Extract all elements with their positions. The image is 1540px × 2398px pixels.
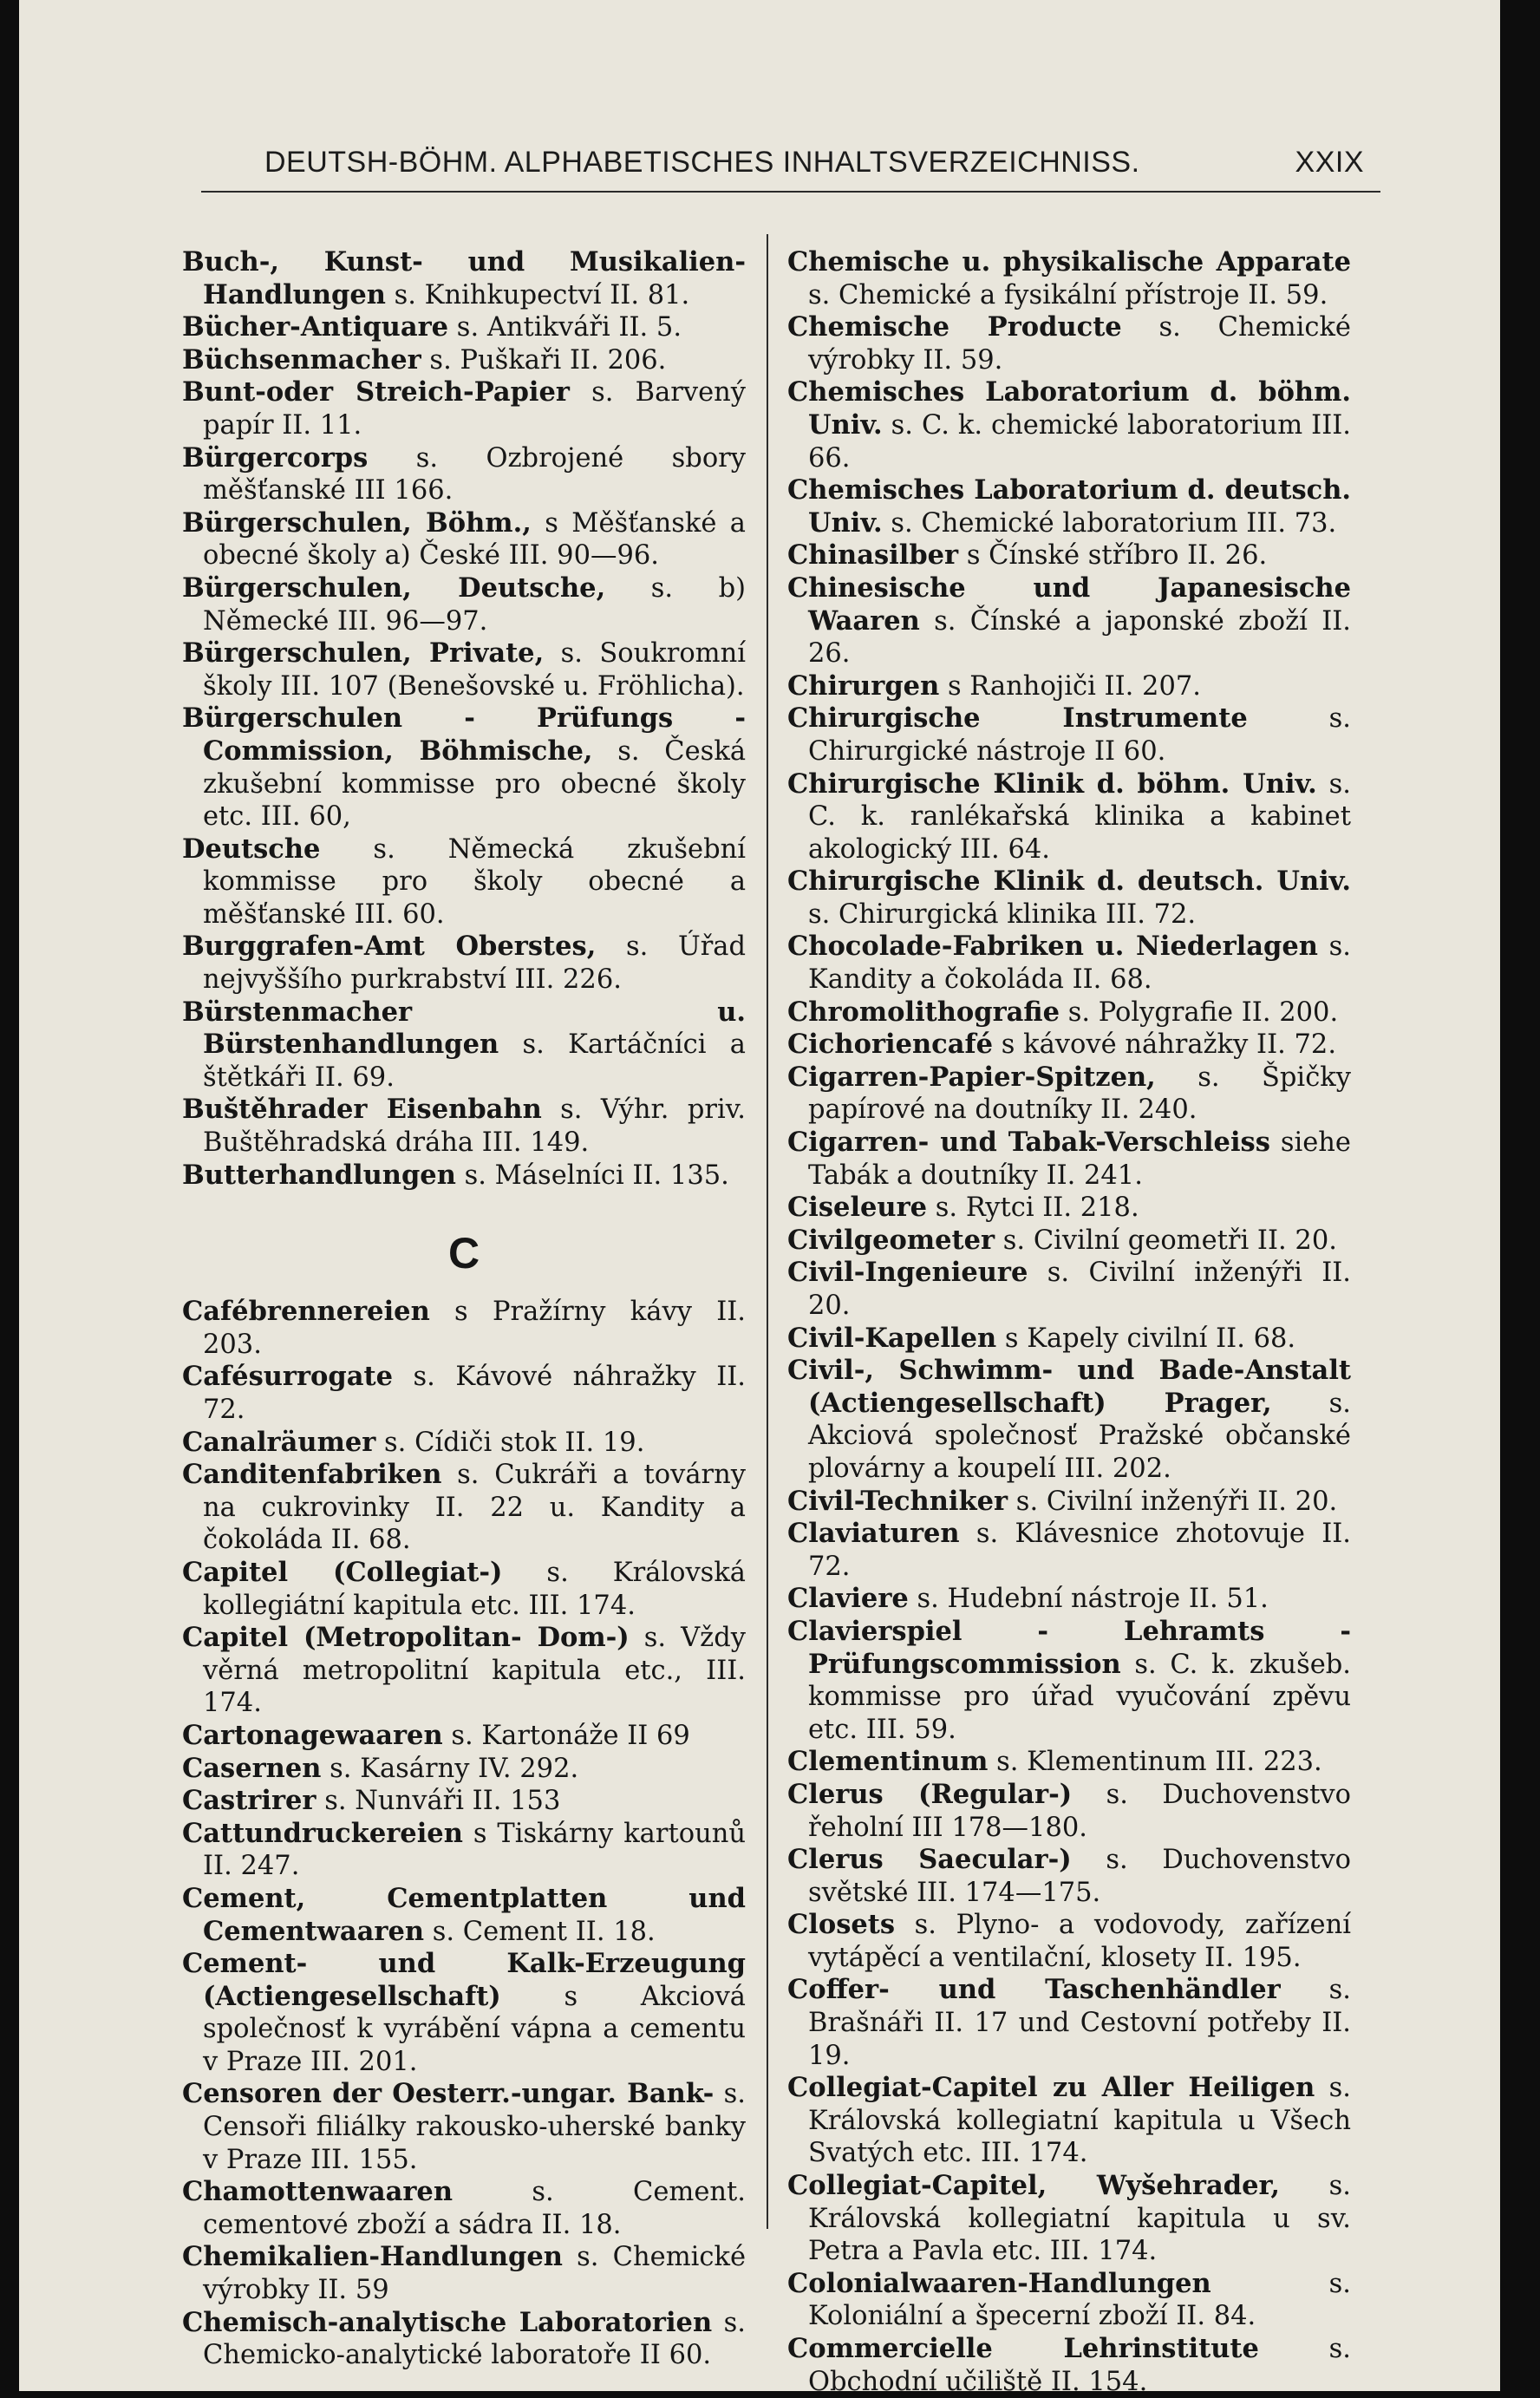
index-entry	[787, 1844, 1351, 1909]
entry-term: Chocolade-Fabriken u. Niederlagen	[787, 931, 1318, 963]
index-entry	[182, 1361, 746, 1426]
index-entry	[787, 1192, 1351, 1225]
entry-term: Chemische Producte	[787, 311, 1122, 343]
entry-reference: s. Cukráři a továrny na cukrovinky II. 22 u. Kandity a čokoláda II. 68.	[203, 1460, 746, 1556]
entry-term: Commercielle Lehrinstitute	[787, 2333, 1259, 2364]
entry-reference: s. Ozbrojené sbory měšťanské III 166.	[203, 442, 746, 506]
entry-term: Claviere	[787, 1583, 909, 1615]
entry-reference: s. Cement. cementové zboží a sádra II. 18.	[203, 2177, 746, 2240]
index-entry	[182, 1753, 746, 1786]
index-entry	[182, 311, 746, 344]
entry-term: Capitel (Collegiat-)	[182, 1556, 503, 1588]
entry-reference: s. Kandity a čokoláda II. 68.	[808, 931, 1351, 996]
entry-reference: s. C. k. ranlékařská klinika a kabinet akologický III. 64.	[808, 768, 1351, 865]
index-entry	[182, 246, 746, 311]
index-entry	[787, 702, 1351, 768]
entry-reference: s. Plyno- a vodovody, zařízení vytápěcí a ventilační, klosety II. 195.	[808, 1910, 1351, 1973]
index-entry	[787, 376, 1351, 474]
index-entry	[182, 1785, 746, 1818]
entry-reference: s. Chemické výrobky II. 59.	[808, 312, 1351, 376]
entry-reference: s kávové náhražky II. 72.	[993, 1029, 1337, 1061]
entry-reference: s. Puškaři II. 206.	[421, 344, 667, 376]
left-entries-c	[182, 1296, 746, 2372]
entry-term: Cafésurrogate	[182, 1361, 393, 1393]
entry-term: Civil-Ingenieure	[787, 1257, 1028, 1289]
entry-reference: s. Nunváři II. 153	[316, 1786, 561, 1817]
entry-reference: s. Čínské a japonské zboží II. 26.	[808, 605, 1351, 670]
entry-term: Casernen	[182, 1752, 322, 1784]
entry-reference: s. Civilní inženýři II. 20.	[1008, 1486, 1338, 1517]
index-entry	[182, 1094, 746, 1159]
index-entry	[787, 996, 1351, 1029]
entry-term: Clavierspiel - Lehramts - Prüfungscommission	[787, 1615, 1351, 1680]
index-entry	[787, 1127, 1351, 1192]
index-entry	[182, 2307, 746, 2372]
entry-term: Censoren der Oesterr.-ungar. Bank-	[182, 2078, 715, 2110]
entry-reference: s. Chemické výrobky II. 59	[203, 2242, 746, 2306]
entry-term: Bürgerschulen, Deutsche,	[182, 572, 606, 604]
entry-reference: s. Česká zkušební kommisse pro obecné školy etc. III. 60,	[203, 735, 746, 833]
entry-reference: s Pražírny kávy II. 203.	[203, 1297, 746, 1360]
index-entry	[787, 474, 1351, 539]
index-entry	[787, 1257, 1351, 1322]
index-entry	[182, 931, 746, 996]
entry-reference: s Tiskárny kartounů II. 247.	[203, 1818, 746, 1882]
entry-term: Cement- und Kalk-Erzeugung (Actiengesellschaft)	[182, 1948, 746, 2012]
entry-reference: s. b) Německé III. 96—97.	[203, 572, 746, 637]
entry-reference: s. Soukromní školy III. 107 (Benešovské u. Fröhlicha).	[203, 638, 746, 702]
index-entry	[182, 2241, 746, 2306]
index-entry	[182, 2176, 746, 2241]
index-entry	[787, 1355, 1351, 1485]
entry-reference: s. Brašnáři II. 17 und Cestovní potřeby II. 19.	[808, 1975, 1351, 2071]
entry-term: Chirurgische Klinik d. böhm. Univ.	[787, 768, 1317, 800]
left-entries	[182, 246, 746, 1192]
entry-term: Bürgerschulen, Böhm.,	[182, 506, 532, 539]
entry-term: Civil-, Schwimm- und Bade-Anstalt (Actiengesellschaft) Prager,	[787, 1355, 1351, 1419]
entry-reference: s. Úřad nejvyššího purkrabství III. 226.	[203, 931, 746, 996]
section-letter-c: C	[447, 1229, 480, 1278]
index-entry	[787, 1029, 1351, 1062]
entry-term: Cichoriencafé	[787, 1029, 994, 1061]
index-entry	[787, 866, 1351, 931]
index-entry	[787, 1779, 1351, 1844]
index-entry	[787, 1486, 1351, 1519]
index-entry	[787, 768, 1351, 866]
entry-reference: s. Antikváři II. 5.	[448, 312, 682, 343]
index-entry	[787, 670, 1351, 703]
index-entry	[182, 1296, 746, 1361]
index-entry	[182, 1818, 746, 1883]
page	[19, 0, 1500, 2397]
entry-reference: s. Královská kollegiatní kapitula u Všech Svatých etc. III. 174.	[808, 2073, 1351, 2169]
entry-term: Buštěhrader Eisenbahn	[182, 1094, 542, 1126]
index-entry	[182, 1720, 746, 1753]
entry-reference: s Akciová společnosť k vyrábění vápna a cementu v Praze III. 201.	[203, 1981, 746, 2077]
entry-reference: s. Klementinum III. 223.	[988, 1747, 1322, 1778]
entry-term: Chemikalien-Handlungen	[182, 2241, 563, 2273]
entry-term: Claviaturen	[787, 1518, 960, 1550]
index-entry	[787, 2268, 1351, 2333]
index-entry	[787, 1974, 1351, 2072]
entry-term: Chemisches Laboratorium d. böhm. Univ.	[787, 376, 1351, 441]
entry-term: Civil-Techniker	[787, 1485, 1008, 1517]
entry-term: Chemische u. physikalische Apparate	[787, 246, 1351, 278]
index-entry	[182, 572, 746, 637]
entry-term: Colonialwaaren-Handlungen	[787, 2267, 1211, 2299]
entry-term: Coffer- und Taschenhändler	[787, 1974, 1281, 2006]
entry-reference: s. Polygrafie II. 200.	[1060, 996, 1339, 1028]
entry-reference: s. Cídiči stok II. 19.	[375, 1427, 645, 1458]
index-entry	[787, 572, 1351, 670]
index-entry	[182, 1883, 746, 1948]
entry-term: Deutsche	[182, 833, 321, 865]
entry-reference: s. Duchovenstvo světské III. 174—175.	[808, 1845, 1351, 1908]
index-entry	[182, 1427, 746, 1460]
page-header	[264, 146, 1364, 180]
right-entries	[787, 246, 1351, 2398]
entry-term: Capitel (Metropolitan- Dom-)	[182, 1622, 630, 1654]
entry-term: Chirurgische Instrumente	[787, 702, 1248, 735]
entry-reference: s. Censoři filiálky rakousko-uherské banky v Praze III. 155.	[203, 2079, 746, 2175]
index-entry	[182, 507, 746, 572]
index-entry	[182, 376, 746, 441]
left-column	[182, 246, 746, 2372]
entry-term: Chemisches Laboratorium d. deutsch. Univ.	[787, 474, 1351, 539]
entry-term: Bunt-oder Streich-Papier	[182, 376, 570, 408]
page-number: XXIX	[1295, 146, 1364, 179]
entry-reference: s. Německá zkušební kommisse pro školy obecné a měšťanské III. 60.	[203, 833, 746, 930]
header-rule	[201, 191, 1380, 193]
entry-reference: s Ranhojiči II. 207.	[939, 670, 1201, 702]
index-entry	[787, 1225, 1351, 1258]
entry-reference: s. Obchodní učiliště II. 154.	[808, 2334, 1351, 2397]
entry-reference: s. Klávesnice zhotovuje II. 72.	[808, 1519, 1351, 1582]
entry-reference: s. Chemicko-analytické laboratoře II 60.	[203, 2307, 746, 2371]
entry-term: Chemisch-analytische Laboratorien	[182, 2306, 713, 2338]
entry-reference: s. Chemické a fysikální přístroje II. 59.	[808, 279, 1328, 310]
index-entry	[787, 2072, 1351, 2170]
entry-term: Cigarren- und Tabak-Verschleiss	[787, 1127, 1270, 1159]
column-divider	[767, 234, 768, 2229]
entry-reference: s Kapely civilní II. 68.	[996, 1323, 1296, 1354]
entry-term: Clementinum	[787, 1746, 989, 1778]
entry-term: Canalräumer	[182, 1426, 376, 1458]
right-column	[787, 246, 1351, 2398]
index-entry	[787, 311, 1351, 376]
entry-term: Civil-Kapellen	[787, 1322, 997, 1354]
entry-term: Canditenfabriken	[182, 1459, 442, 1491]
entry-reference: s. Akciová společnosť Pražské občanské plovárny a koupelí III. 202.	[808, 1388, 1352, 1484]
entry-reference: s. C. k. zkušeb. kommisse pro úřad vyučování zpěvu etc. III. 59.	[808, 1649, 1351, 1745]
entry-reference: siehe Tabák a doutníky II. 241.	[808, 1127, 1351, 1191]
index-entry	[787, 1323, 1351, 1356]
entry-term: Chinasilber	[787, 539, 959, 572]
index-entry	[787, 1583, 1351, 1616]
entry-reference: s. C. k. chemické laboratorium III. 66.	[808, 409, 1351, 474]
entry-term: Cigarren-Papier-Spitzen,	[787, 1061, 1156, 1093]
index-entry	[787, 2170, 1351, 2268]
entry-term: Chinesische und Japanesische Waaren	[787, 572, 1351, 637]
entry-reference: s. Civilní geometři II. 20.	[995, 1225, 1337, 1256]
index-entry	[787, 1518, 1351, 1583]
index-entry	[182, 344, 746, 377]
entry-reference: s. Výhr. priv. Buštěhradská dráha III. 149.	[203, 1094, 747, 1159]
entry-term: Ciseleure	[787, 1192, 928, 1224]
entry-reference: s. Chemické laboratorium III. 73.	[882, 507, 1337, 539]
entry-reference: s. Kartáčníci a štětkáři II. 69.	[203, 1029, 746, 1093]
entry-reference: s. Chirurgické nástroje II 60.	[808, 703, 1352, 767]
entry-reference: s. Duchovenstvo řeholní III 178—180.	[808, 1779, 1351, 1843]
entry-term: Bücher-Antiquare	[182, 311, 449, 343]
entry-term: Cattundruckereien	[182, 1817, 463, 1849]
entry-reference: s. Rytci II. 218.	[927, 1192, 1139, 1224]
entry-reference: s. Cement II. 18.	[424, 1916, 656, 1947]
index-entry	[787, 1909, 1351, 1974]
entry-term: Civilgeometer	[787, 1224, 995, 1256]
entry-term: Büchsenmacher	[182, 343, 421, 376]
entry-term: Chirurgische Klinik d. deutsch. Univ.	[787, 866, 1351, 898]
entry-term: Bürstenmacher u. Bürstenhandlungen	[182, 996, 746, 1061]
index-entry	[182, 996, 746, 1094]
entry-term: Closets	[787, 1909, 896, 1941]
entry-term: Castrirer	[182, 1785, 316, 1817]
entry-reference: s. Královská kollegiátní kapitula etc. III. 174.	[203, 1557, 746, 1621]
running-title: DEUTSH-BÖHM. ALPHABETISCHES INHALTSVERZEICHNISS.	[264, 146, 1140, 179]
index-entry	[182, 637, 746, 702]
index-entry	[182, 1459, 746, 1557]
entry-term: Burggrafen-Amt Oberstes,	[182, 931, 597, 963]
index-entry	[787, 1062, 1351, 1127]
index-entry	[787, 931, 1351, 996]
entry-reference: s. Vždy věrná metropolitní kapitula etc., III. 174.	[203, 1623, 747, 1719]
entry-reference: s. Chirurgická klinika III. 72.	[808, 898, 1197, 930]
entry-term: Bürgerschulen - Prüfungs - Commission, Böhmische,	[182, 702, 746, 767]
entry-reference: s. Kartonáže II 69	[442, 1720, 690, 1751]
entry-term: Collegiat-Capitel zu Aller Heiligen	[787, 2072, 1315, 2104]
entry-term: Clerus (Regular-)	[787, 1778, 1073, 1810]
entry-reference: s. Knihkupectví II. 81.	[385, 279, 690, 310]
entry-term: Chamottenwaaren	[182, 2176, 454, 2208]
index-entry	[182, 702, 746, 833]
index-entry	[787, 2333, 1351, 2398]
entry-term: Collegiat-Capitel, Wyšehrader,	[787, 2170, 1280, 2202]
entry-reference: s. Hudební nástroje II. 51.	[908, 1584, 1269, 1615]
entry-reference: s. Kávové náhražky II. 72.	[203, 1362, 746, 1425]
index-entry	[182, 1557, 746, 1622]
entry-term: Chromolithografie	[787, 996, 1060, 1028]
index-entry	[182, 1948, 746, 2078]
index-entry	[182, 442, 746, 507]
entry-reference: s. Civilní inženýři II. 20.	[808, 1258, 1351, 1321]
index-entry	[787, 1746, 1351, 1779]
index-entry	[787, 539, 1351, 572]
entry-reference: s. Špičky papírové na doutníky II. 240.	[808, 1062, 1351, 1126]
entry-reference: s. Koloniální a špecerní zboží II. 84.	[808, 2268, 1351, 2332]
entry-reference: s. Kasárny IV. 292.	[321, 1753, 579, 1784]
entry-term: Chirurgen	[787, 670, 940, 702]
entry-reference: s Měšťanské a obecné školy a) České III. 90—96.	[203, 507, 746, 572]
index-entry	[182, 1160, 746, 1192]
entry-term: Bürgerschulen, Private,	[182, 637, 545, 670]
index-entry	[182, 833, 746, 931]
entry-term: Bürgercorps	[182, 441, 369, 474]
index-entry	[787, 1616, 1351, 1746]
entry-term: Cartonagewaaren	[182, 1719, 443, 1751]
entry-reference: s Čínské stříbro II. 26.	[958, 540, 1268, 572]
entry-term: Buch-, Kunst- und Musikalien-Handlungen	[182, 246, 746, 310]
index-entry	[787, 246, 1351, 311]
entry-reference: s. Máselníci II. 135.	[455, 1160, 729, 1191]
entry-term: Cement, Cementplatten und Cementwaaren	[182, 1882, 746, 1947]
entry-term: Cafébrennereien	[182, 1296, 430, 1328]
index-entry	[182, 2078, 746, 2176]
entry-term: Clerus Saecular-)	[787, 1844, 1072, 1876]
entry-term: Butterhandlungen	[182, 1159, 456, 1191]
index-entry	[182, 1622, 746, 1720]
entry-reference: s. Královská kollegiatní kapitula u sv. Petra a Pavla etc. III. 174.	[808, 2171, 1351, 2267]
entry-reference: s. Barvený papír II. 11.	[203, 377, 746, 441]
